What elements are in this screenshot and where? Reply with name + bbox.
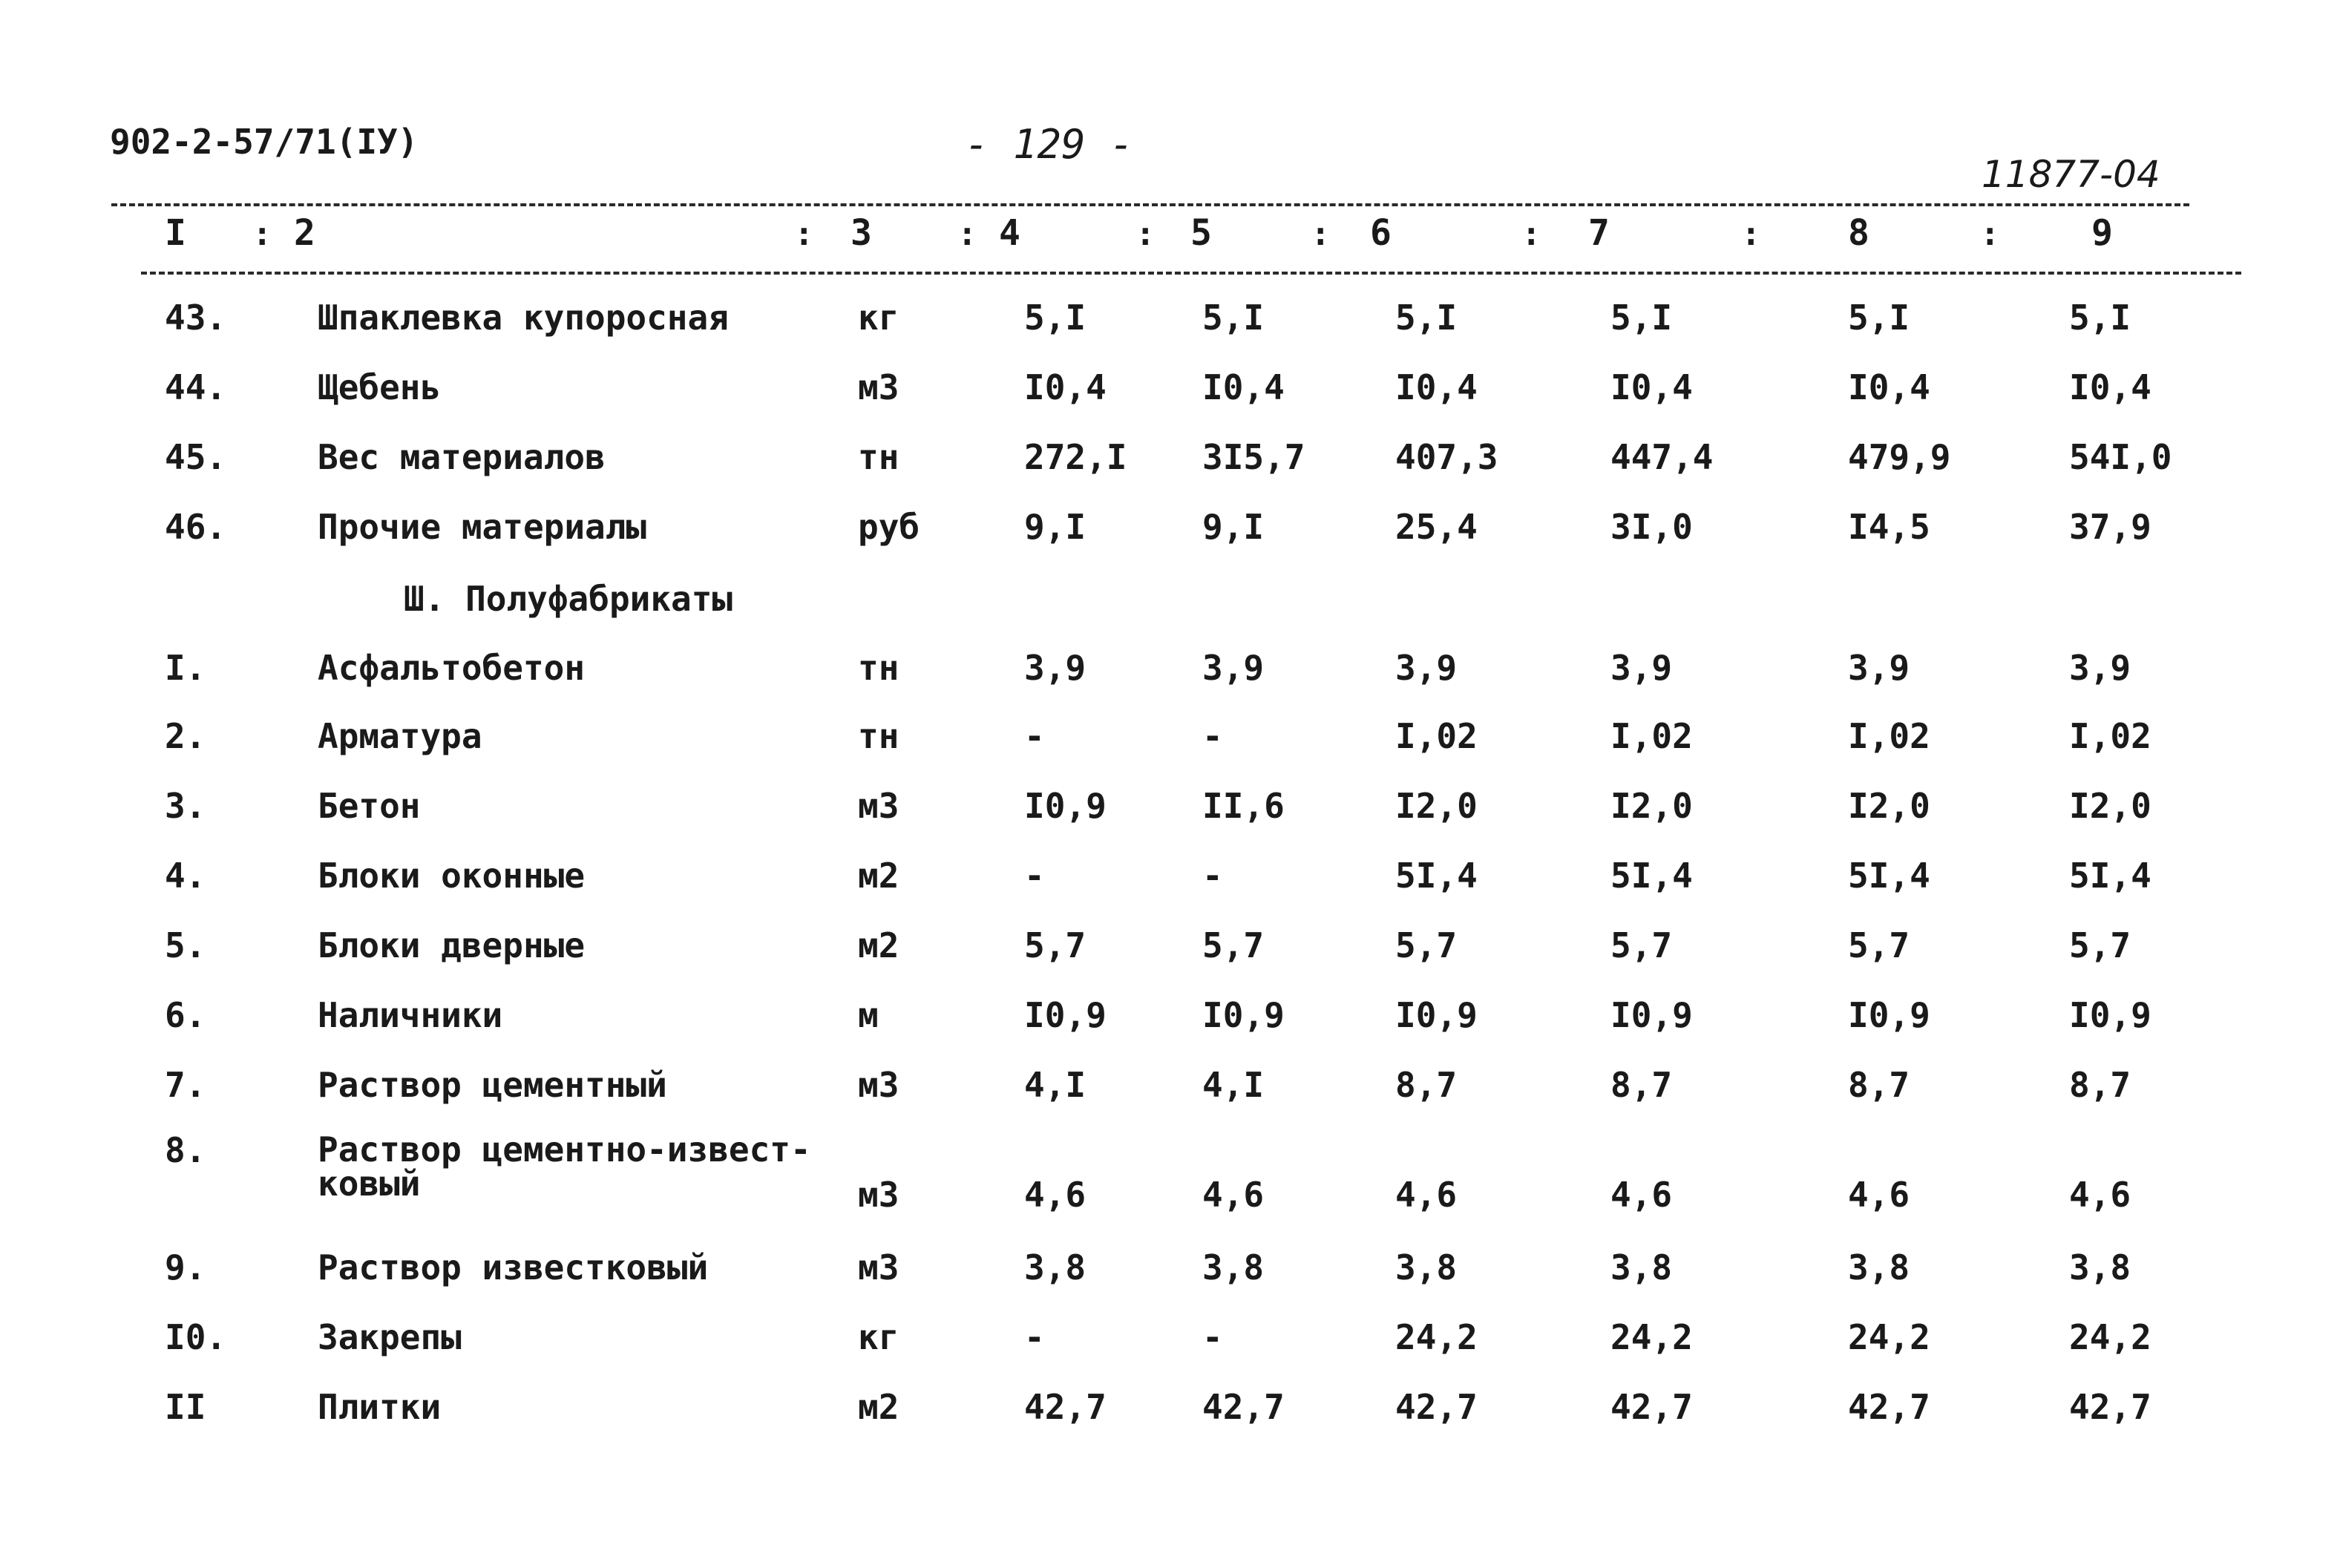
row-value: I0,9 [2069,995,2151,1035]
row-value: 3,8 [1848,1247,1910,1287]
table-row [0,1247,2340,1319]
row-value: - [1202,856,1223,896]
row-value: II,6 [1202,786,1285,826]
row-number: 7. [165,1065,206,1105]
row-value: 5,7 [1610,925,1673,965]
row-number: 9. [165,1247,206,1287]
row-number: 8. [165,1130,206,1170]
column-separator: : [1311,215,1331,253]
row-value: 5I,4 [1610,856,1693,896]
column-separator: : [957,215,977,253]
header-rule-top [111,203,2189,206]
row-name: Арматура [318,716,482,756]
row-value: 5I,4 [1848,856,1930,896]
document-code: 902-2-57/71(IУ) [110,122,419,162]
row-unit: м3 [858,1175,899,1215]
table-row [0,788,2340,858]
table-row [0,925,2340,997]
row-name: Блоки дверные [318,925,586,965]
row-value: 24,2 [1848,1317,1930,1357]
row-name: Прочие материалы [318,507,647,547]
column-header-1: I [165,212,186,254]
header-rule-bottom [141,272,2241,275]
row-value: 3,9 [1395,648,1458,688]
row-value: 3,9 [1610,648,1673,688]
row-number: 3. [165,786,206,826]
row-unit: м3 [858,367,899,407]
row-value: 447,4 [1610,437,1714,477]
row-value: I0,4 [1202,367,1285,407]
row-value: 479,9 [1848,437,1951,477]
row-value: 5I,4 [1395,856,1478,896]
row-value: 8,7 [2069,1065,2131,1105]
row-value: I,02 [1395,716,1478,756]
row-value: 5,I [1610,298,1673,338]
row-value: I0,4 [1848,367,1930,407]
column-header-2: 2 [294,212,315,254]
row-value: 8,7 [1848,1065,1910,1105]
row-name: Шпаклевка купоросная [318,298,729,338]
row-name: Раствор цементный [318,1065,667,1105]
row-unit: м [858,995,879,1035]
row-unit: м2 [858,925,899,965]
table-row [0,367,2340,439]
inventory-number: 11877-04 [1982,153,2160,196]
row-value: 24,2 [2069,1317,2151,1357]
row-number: 46. [165,507,227,547]
column-separator: : [794,215,814,253]
row-value: I0,9 [1024,995,1107,1035]
row-value: 272,I [1024,437,1127,477]
row-value: 5,7 [2069,925,2131,965]
row-value: 5,7 [1202,925,1265,965]
row-value: 5,I [1395,298,1458,338]
row-value: 42,7 [1202,1387,1285,1427]
column-header-7: 7 [1588,212,1610,254]
row-name: Щебень [318,367,442,407]
row-unit: кг [858,1317,899,1357]
table-row [0,650,2340,720]
row-value: 37,9 [2069,507,2151,547]
row-unit: тн [858,716,899,756]
table-row [0,1319,2340,1389]
column-header-5: 5 [1190,212,1212,254]
row-value: 42,7 [1848,1387,1930,1427]
row-value: I0,4 [1024,367,1107,407]
table-row [0,439,2340,509]
table-row [0,1067,2340,1137]
row-number: 4. [165,856,206,896]
row-value: 5,I [1202,298,1265,338]
row-value: 3,8 [1610,1247,1673,1287]
row-value: 5,I [2069,298,2131,338]
row-value: 24,2 [1610,1317,1693,1357]
column-separator: : [1980,215,2000,253]
row-value: I0,9 [1395,995,1478,1035]
row-value: I0,9 [1610,995,1693,1035]
row-name: Раствор известковый [318,1247,709,1287]
row-value: 42,7 [1395,1387,1478,1427]
table-row [0,1129,2340,1244]
row-value: 3,9 [2069,648,2131,688]
row-value: 8,7 [1610,1065,1673,1105]
row-name: Вес материалов [318,437,606,477]
row-unit: тн [858,648,899,688]
row-value: 4,I [1202,1065,1265,1105]
row-value: I,02 [1610,716,1693,756]
row-number: 44. [165,367,227,407]
row-value: I0,4 [1395,367,1478,407]
row-unit: м3 [858,1065,899,1105]
row-name: Плитки [318,1387,442,1427]
row-unit: м2 [858,1387,899,1427]
row-value: I2,0 [2069,786,2151,826]
row-name: Раствор цементно-извест-ковый [318,1129,811,1204]
row-number: 2. [165,716,206,756]
row-value: 3,8 [1024,1247,1087,1287]
row-value: I0,4 [1610,367,1693,407]
table-row [0,718,2340,788]
row-value: I,02 [1848,716,1930,756]
row-value: 3,9 [1202,648,1265,688]
row-value: 3,9 [1024,648,1087,688]
row-value: 42,7 [1024,1387,1107,1427]
row-value: I0,4 [2069,367,2151,407]
row-value: 9,I [1202,507,1265,547]
row-name: Закрепы [318,1317,462,1357]
row-value: 5,7 [1848,925,1910,965]
row-value: 4,6 [1610,1175,1673,1215]
row-value: 4,6 [1848,1175,1910,1215]
column-separator: : [252,215,272,253]
column-header-8: 8 [1848,212,1869,254]
row-value: I0,9 [1024,786,1107,826]
row-unit: м3 [858,786,899,826]
row-unit: руб [858,507,920,547]
row-value: I0,9 [1202,995,1285,1035]
row-value: 8,7 [1395,1065,1458,1105]
column-separator: : [1741,215,1761,253]
table-row [0,858,2340,928]
row-value: I2,0 [1395,786,1478,826]
row-value: 42,7 [2069,1387,2151,1427]
table-row [0,509,2340,579]
row-number: I. [165,648,206,688]
row-name: Бетон [318,786,421,826]
row-value: - [1202,1317,1223,1357]
row-value: 5,7 [1024,925,1087,965]
row-value: 24,2 [1395,1317,1478,1357]
column-separator: : [1135,215,1156,253]
row-unit: м3 [858,1247,899,1287]
row-value: 4,6 [1395,1175,1458,1215]
row-number: 43. [165,298,227,338]
table-row [0,997,2340,1067]
row-number: 45. [165,437,227,477]
row-unit: м2 [858,856,899,896]
row-value: 42,7 [1610,1387,1693,1427]
row-value: 3,8 [1202,1247,1265,1287]
row-value: 5I,4 [2069,856,2151,896]
row-value: I2,0 [1848,786,1930,826]
row-number: 5. [165,925,206,965]
row-value: 3,9 [1848,648,1910,688]
row-number: I0. [165,1317,227,1357]
row-value: 5,I [1848,298,1910,338]
row-name: Наличники [318,995,503,1035]
table-row [0,1389,2340,1459]
row-number: 6. [165,995,206,1035]
section-title: Ш. Полуфабрикаты [404,579,733,619]
row-value: - [1024,716,1045,756]
table-row [0,300,2340,370]
row-value: 3I,0 [1610,507,1693,547]
row-value: 4,6 [1024,1175,1087,1215]
row-value: 4,6 [2069,1175,2131,1215]
row-value: I2,0 [1610,786,1693,826]
row-value: 3,8 [1395,1247,1458,1287]
row-value: 54I,0 [2069,437,2172,477]
row-value: - [1024,1317,1045,1357]
column-header-4: 4 [999,212,1020,254]
row-value: I,02 [2069,716,2151,756]
row-value: 4,I [1024,1065,1087,1105]
row-value: 3,8 [2069,1247,2131,1287]
row-name: Асфальтобетон [318,648,586,688]
row-value: I4,5 [1848,507,1930,547]
row-value: - [1202,716,1223,756]
column-header-3: 3 [851,212,872,254]
row-number: II [165,1387,206,1427]
row-name: Блоки оконные [318,856,586,896]
row-value: 5,7 [1395,925,1458,965]
row-value: I0,9 [1848,995,1930,1035]
column-separator: : [1521,215,1541,253]
row-value: 4,6 [1202,1175,1265,1215]
row-value: 25,4 [1395,507,1478,547]
column-header-6: 6 [1370,212,1392,254]
row-value: - [1024,856,1045,896]
column-header-9: 9 [2091,212,2113,254]
row-unit: кг [858,298,899,338]
page-number: - 129 - [965,121,1134,168]
row-value: 407,3 [1395,437,1498,477]
row-unit: тн [858,437,899,477]
row-value: 5,I [1024,298,1087,338]
row-value: 9,I [1024,507,1087,547]
row-value: 3I5,7 [1202,437,1305,477]
